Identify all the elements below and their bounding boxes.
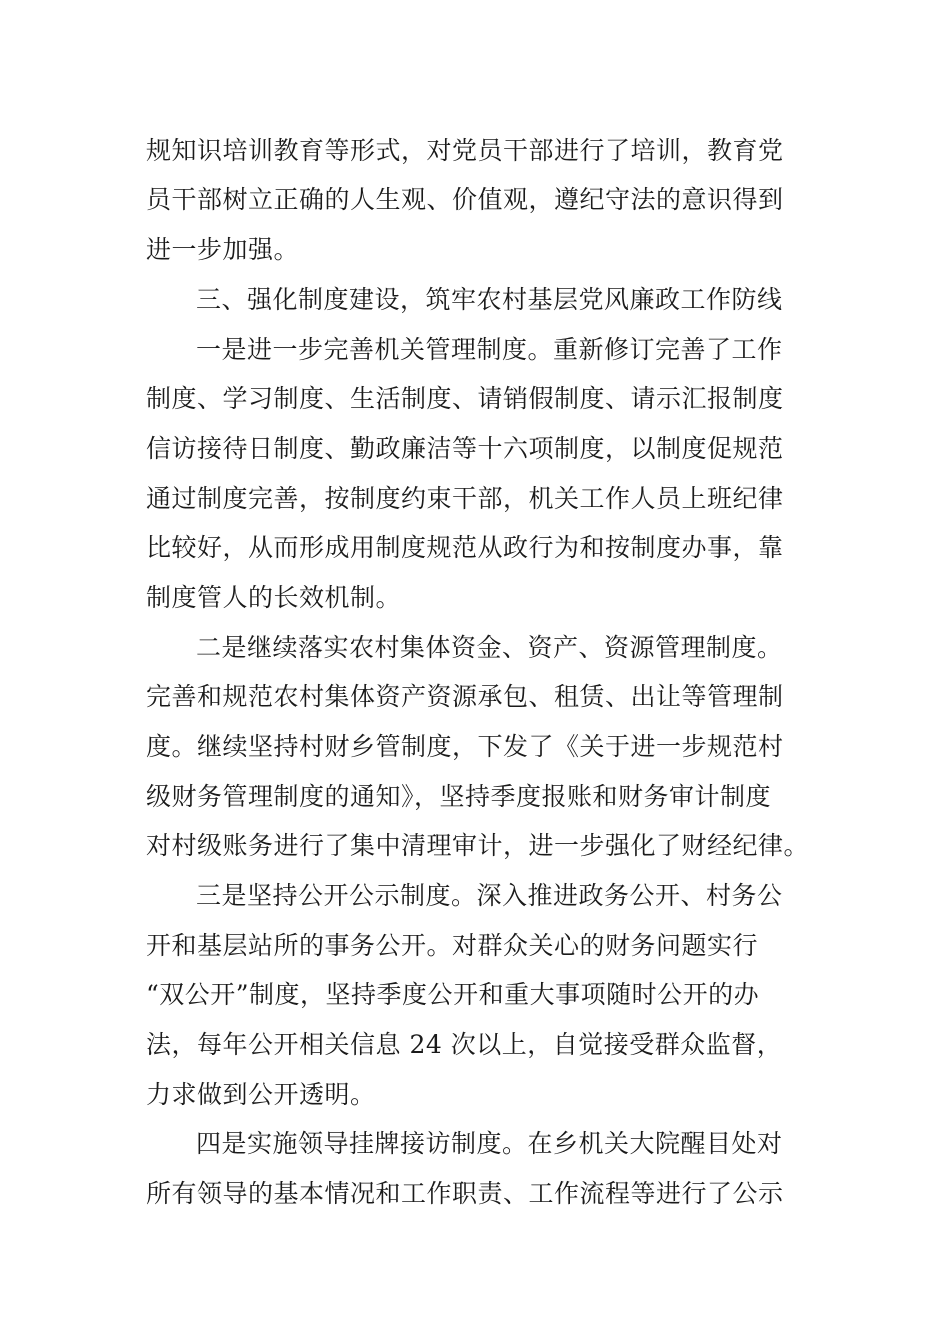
text-line: 规知识培训教育等形式，对党员干部进行了培训，教育党 bbox=[146, 136, 784, 165]
text-line: 员干部树立正确的人生观、价值观，遵纪守法的意识得到 bbox=[146, 185, 784, 214]
section-heading: 三、强化制度建设，筑牢农村基层党风廉政工作防线 bbox=[196, 285, 783, 314]
text-line: “双公开”制度，坚持季度公开和重大事项随时公开的办 bbox=[146, 980, 760, 1009]
text-line: 二是继续落实农村集体资金、资产、资源管理制度。 bbox=[196, 633, 783, 662]
text-line: 开和基层站所的事务公开。对群众关心的财务问题实行 bbox=[146, 931, 759, 960]
text-line: 级财务管理制度的通知》，坚持季度报账和财务审计制度 bbox=[146, 782, 772, 811]
text-line: 通过制度完善，按制度约束干部，机关工作人员上班纪律 bbox=[146, 484, 784, 513]
text-line: 力求做到公开透明。 bbox=[146, 1080, 376, 1109]
text-line: 度。继续坚持村财乡管制度，下发了《关于进一步规范村 bbox=[146, 732, 784, 761]
text-line: 三是坚持公开公示制度。深入推进政务公开、村务公 bbox=[196, 881, 783, 910]
text-line: 法，每年公开相关信息 24 次以上，自觉接受群众监督， bbox=[146, 1030, 783, 1059]
text-line: 制度管人的长效机制。 bbox=[146, 583, 402, 612]
text-line: 比较好，从而形成用制度规范从政行为和按制度办事，靠 bbox=[146, 533, 784, 562]
text-line: 完善和规范农村集体资产资源承包、租赁、出让等管理制 bbox=[146, 682, 784, 711]
text-line: 信访接待日制度、勤政廉洁等十六项制度，以制度促规范 bbox=[146, 434, 784, 463]
text-line: 四是实施领导挂牌接访制度。在乡机关大院醒目处对 bbox=[196, 1129, 783, 1158]
text-line: 一是进一步完善机关管理制度。重新修订完善了工作 bbox=[196, 335, 783, 364]
text-line: 所有领导的基本情况和工作职责、工作流程等进行了公示 bbox=[146, 1179, 784, 1208]
text-line: 对村级账务进行了集中清理审计，进一步强化了财经纪律。 bbox=[146, 831, 810, 860]
text-line: 制度、学习制度、生活制度、请销假制度、请示汇报制度 bbox=[146, 384, 784, 413]
text-line: 进一步加强。 bbox=[146, 235, 300, 264]
